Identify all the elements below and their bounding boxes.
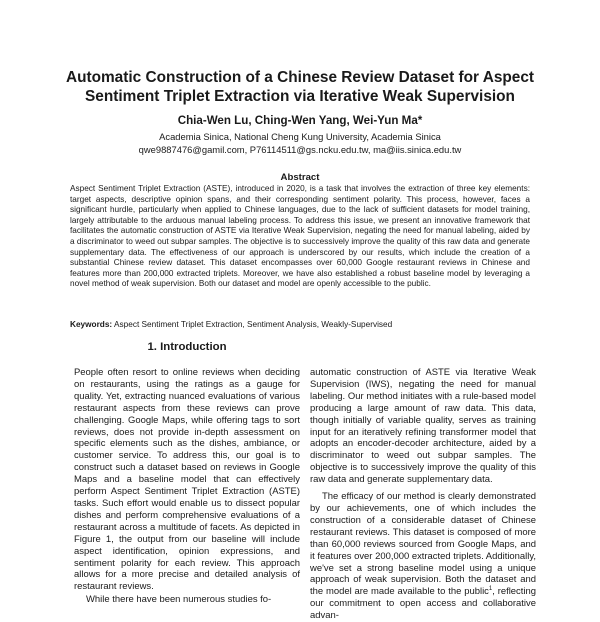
intro-paragraph-4-tail: , reflecting our commitment to open access and collaborative advan- bbox=[310, 586, 536, 622]
author-list: Chia-Wen Lu, Ching-Wen Yang, Wei-Yun Ma* bbox=[177, 114, 423, 127]
paper-title: Automatic Construction of a Chinese Review Dataset for Aspect Sentiment Triplet Extraction via Iterative Weak Supervision bbox=[65, 69, 535, 105]
intro-paragraph-3: automatic construction of ASTE via Iterative Weak Supervision (IWS), negating the need for manual labeling. Our method initiates with a rule-based model producing a large amount of raw data. This data, though initially of variable quality, serves as training input for an iteratively refining transformer model that adopts an encoder-decoder architecture, aided by a discriminator to weed out subpar samples. The objective is to successively improve the quality of this raw data and generate supplementary data. bbox=[310, 367, 536, 486]
footnote-marker: 1 bbox=[488, 586, 493, 593]
author-emails: qwe9887476@gamil.com, P76114511@gs.ncku.edu.tw, ma@iis.sinica.edu.tw bbox=[138, 144, 462, 155]
intro-paragraph-4 bbox=[310, 491, 536, 622]
intro-paragraph-1: People often resort to online reviews when deciding on restaurants, using the ratings as a gauge for quality. Yet, extracting nuanced evaluations of various restaurant aspects from these reviews can prove challenging. Google Maps, while offering tags to sort reviews, does not provide in-depth assessment on specific elements such as the dishes, ambiance, or customer service. To address this, our goal is to construct such a dataset based on reviews in Google Maps and a baseline model that can effectively perform Aspect Sentiment Triplet Extraction (ASTE) tasks. Such effort would enable us to dissect popular dishes and perform comprehensive evaluations of a restaurant across a multitude of facets. As depicted in Figure 1, the output from our baseline will include aspect identification, opinion expressions, and sentiment polarity for each review. This approach allows for a more precise and detailed analysis of restaurant reviews. bbox=[74, 367, 300, 593]
abstract-text: Aspect Sentiment Triplet Extraction (ASTE), introduced in 2020, is a task that involves the extraction of three key elements: target aspects, descriptive opinion spans, and their corresponding sentiment polarity. This process, however, faces a significant hurdle, particularly when applied to Chinese languages, due to the lack of sufficient datasets for model training, largely attributable to the arduous manual labeling process. To address this issue, we present an innovative framework that facilitates the automatic construction of ASTE via Iterative Weak Supervision, negating the need for manual labeling, aided by a discriminator to weed out subpar samples. The objective is to successively improve the quality of this raw data and generate supplementary data. The effectiveness of our approach is underscored by our results, which include the creation of a substantial Chinese review dataset. This dataset encompasses over 60,000 Google restaurant reviews in Chinese and features more than 200,000 extracted triplets. Moreover, we have also established a robust baseline model by leveraging a novel method of weak supervision. Both our dataset and model are openly accessible to the public. bbox=[70, 184, 530, 289]
intro-paragraph-4-text: The efficacy of our method is clearly demonstrated by our achievements, one of which includes the construction of a considerable dataset of Chinese restaurant reviews. This dataset is composed of more than 60,000 reviews sourced from Google Maps, and it features over 200,000 extracted triplets. Additionally, we've set a strong baseline model using a unique approach of weak supervision. Both the dataset and the model are made available to the public bbox=[310, 491, 536, 598]
section-heading-introduction: 1. Introduction bbox=[147, 341, 227, 353]
right-column bbox=[310, 367, 536, 622]
intro-paragraph-2: While there have been numerous studies fo- bbox=[86, 594, 272, 606]
affiliations: Academia Sinica, National Cheng Kung University, Academia Sinica bbox=[159, 131, 441, 142]
left-column bbox=[74, 340, 300, 606]
keywords-text: Aspect Sentiment Triplet Extraction, Sentiment Analysis, Weakly-Supervised bbox=[114, 320, 393, 329]
keywords-line bbox=[70, 320, 530, 331]
keywords-label: Keywords: bbox=[70, 320, 113, 329]
abstract-heading: Abstract bbox=[280, 172, 320, 183]
